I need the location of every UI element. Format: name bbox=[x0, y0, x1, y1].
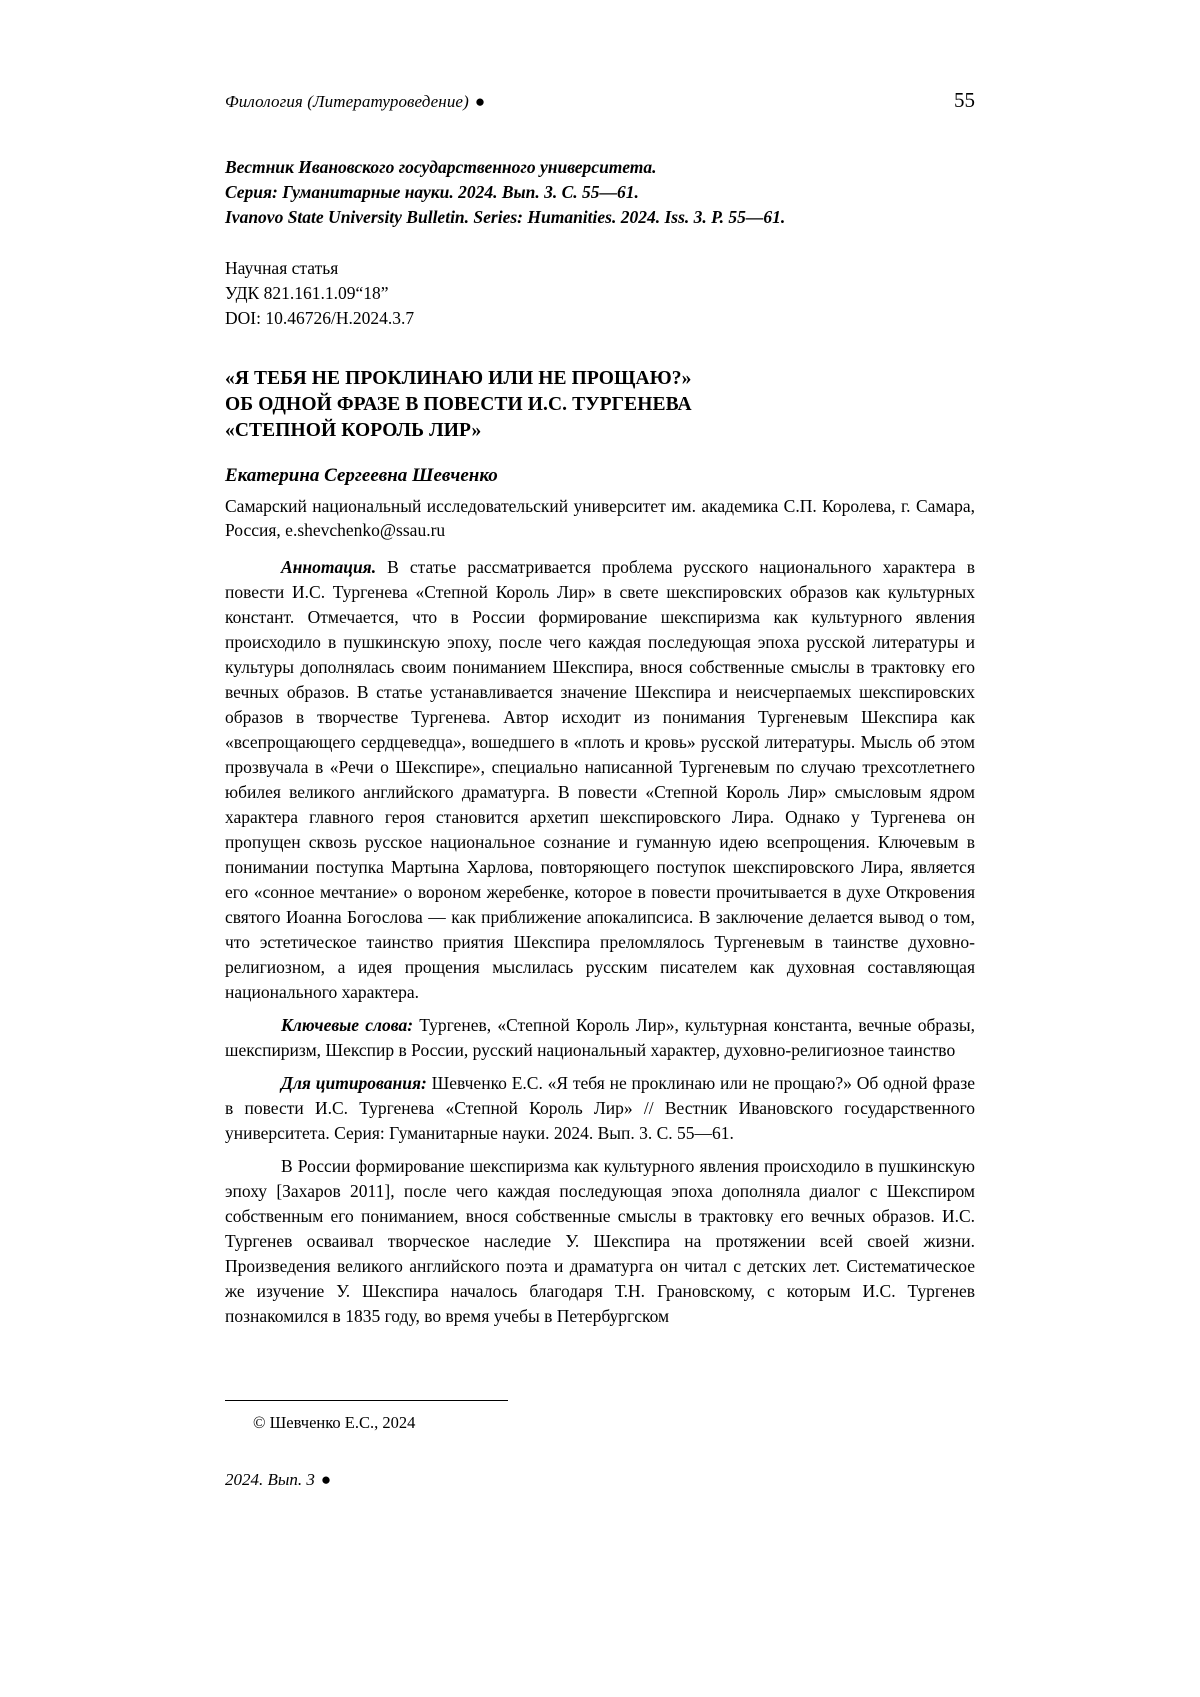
running-head bbox=[225, 88, 975, 113]
citation-paragraph bbox=[225, 1071, 975, 1146]
title-line-2: ОБ ОДНОЙ ФРАЗЕ В ПОВЕСТИ И.С. ТУРГЕНЕВА bbox=[225, 393, 692, 415]
footer-issue-label: 2024. Вып. 3 bbox=[225, 1470, 315, 1489]
running-head-section-label: Филология (Литературоведение) bbox=[225, 92, 469, 111]
page-footer bbox=[225, 1470, 331, 1490]
title-line-3: «СТЕПНОЙ КОРОЛЬ ЛИР» bbox=[225, 420, 482, 442]
page-content bbox=[225, 88, 975, 1329]
udk-code: УДК 821.161.1.09“18” bbox=[225, 282, 389, 303]
author-affiliation: Самарский национальный исследовательский университет им. академика С.П. Королева, г. Самара, Россия, e.shevchenko@ssau.ru bbox=[225, 495, 975, 541]
abstract-label: Аннотация. bbox=[281, 556, 377, 577]
journal-series-ru: Серия: Гуманитарные науки. 2024. Вып. 3. С. 55—61. bbox=[225, 181, 639, 202]
page-title bbox=[225, 366, 975, 445]
keywords-label: Ключевые слова: bbox=[281, 1014, 414, 1035]
keywords-text: Тургенев, «Степной Король Лир», культурная константа, вечные образы, шекспиризм, Шекспир в России, русский национальный характер, духовно-религиозное таинство bbox=[225, 1014, 975, 1060]
article-type: Научная статья bbox=[225, 257, 339, 278]
keywords-paragraph bbox=[225, 1013, 975, 1063]
copyright-footnote: © Шевченко Е.С., 2024 bbox=[253, 1413, 416, 1432]
abstract-paragraph bbox=[225, 555, 975, 1005]
bullet-icon: ● bbox=[474, 92, 486, 111]
citation-text: Шевченко Е.С. «Я тебя не проклинаю или не прощаю?» Об одной фразе в повести И.С. Тургенева «Степной Король Лир» // Вестник Ивановского государственного университета. Серия: Гуманитарные науки. 2024. Вып. 3. С. 55—61. bbox=[225, 1072, 976, 1143]
author-name: Екатерина Сергеевна Шевченко bbox=[225, 464, 498, 486]
abstract-text: В статье рассматривается проблема русского национального характера в повести И.С. Тургенева «Степной Король Лир» в свете шекспировских образов как культурных констант. Отмечается, что в России формирование шекспиризма как культурного явления происходило в пушкинскую эпоху, после чего каждая последующая эпоха русской литературы и культуры дополнялась своим пониманием Шекспира, внося собственные смыслы в трактовку его вечных образов. В статье устанавливается значение Шекспира и неисчерпаемых шекспировских образов в творчестве Тургенева. Автор исходит из понимания Тургеневым Шекспира как «всепрощающего сердцеведца», вошедшего в «плоть и кровь» русской литературы. Мысль об этом прозвучала в «Речи о Шекспире», специально написанной Тургеневым по случаю трехсотлетнего юбилея великого английского драматурга. В повести «Степной Король Лир» смысловым ядром характера главного героя становится архетип шекспировского Лира. Однако у Тургенева он пропущен сквозь русское национальное сознание и гуманную идею всепрощения. Ключевым в понимании поступка Мартына Харлова, повторяющего поступок шекспировского Лира, является его «сонное мечтание» о вороном жеребенке, которое в повести прочитывается в духе Откровения святого Иоанна Богослова — как приближение апокалипсиса. В заключение делается вывод о том, что эстетическое таинство приятия Шекспира преломлялось Тургеневым в таинстве духовно-религиозном, а идея прощения мыслилась русским писателем как духовная составляющая национального характера. bbox=[225, 556, 975, 1002]
doi-code: DOI: 10.46726/H.2024.3.7 bbox=[225, 308, 415, 329]
running-head-section bbox=[225, 92, 485, 112]
article-meta bbox=[225, 256, 975, 332]
journal-reference bbox=[225, 155, 975, 230]
journal-title-en: Ivanovo State University Bulletin. Series: Humanities. 2024. Iss. 3. P. 55—61. bbox=[225, 206, 786, 227]
footnote-separator bbox=[225, 1400, 508, 1401]
footnote-area bbox=[225, 1400, 975, 1433]
journal-title-ru: Вестник Ивановского государственного университета. bbox=[225, 157, 657, 177]
footer-bullet-icon: ● bbox=[320, 1470, 332, 1489]
citation-label: Для цитирования: bbox=[281, 1072, 427, 1093]
body-paragraph-1: В России формирование шекспиризма как культурного явления происходило в пушкинскую эпоху [Захаров 2011], после чего каждая последующая эпоха дополняла диалог с Шекспиром собственным его пониманием, внося собственные смыслы в трактовку его вечных образов. И.С. Тургенев осваивал творческое наследие У. Шекспира на протяжении всей своей жизни. Произведения великого английского поэта и драматурга он читал с детских лет. Систематическое же изучение У. Шекспира началось благодаря Т.Н. Грановскому, с которым И.С. Тургенев познакомился в 1835 году, во время учебы в Петербургском bbox=[225, 1155, 975, 1327]
title-line-1: «Я ТЕБЯ НЕ ПРОКЛИНАЮ ИЛИ НЕ ПРОЩАЮ?» bbox=[225, 367, 692, 389]
page-number: 55 bbox=[954, 88, 975, 112]
